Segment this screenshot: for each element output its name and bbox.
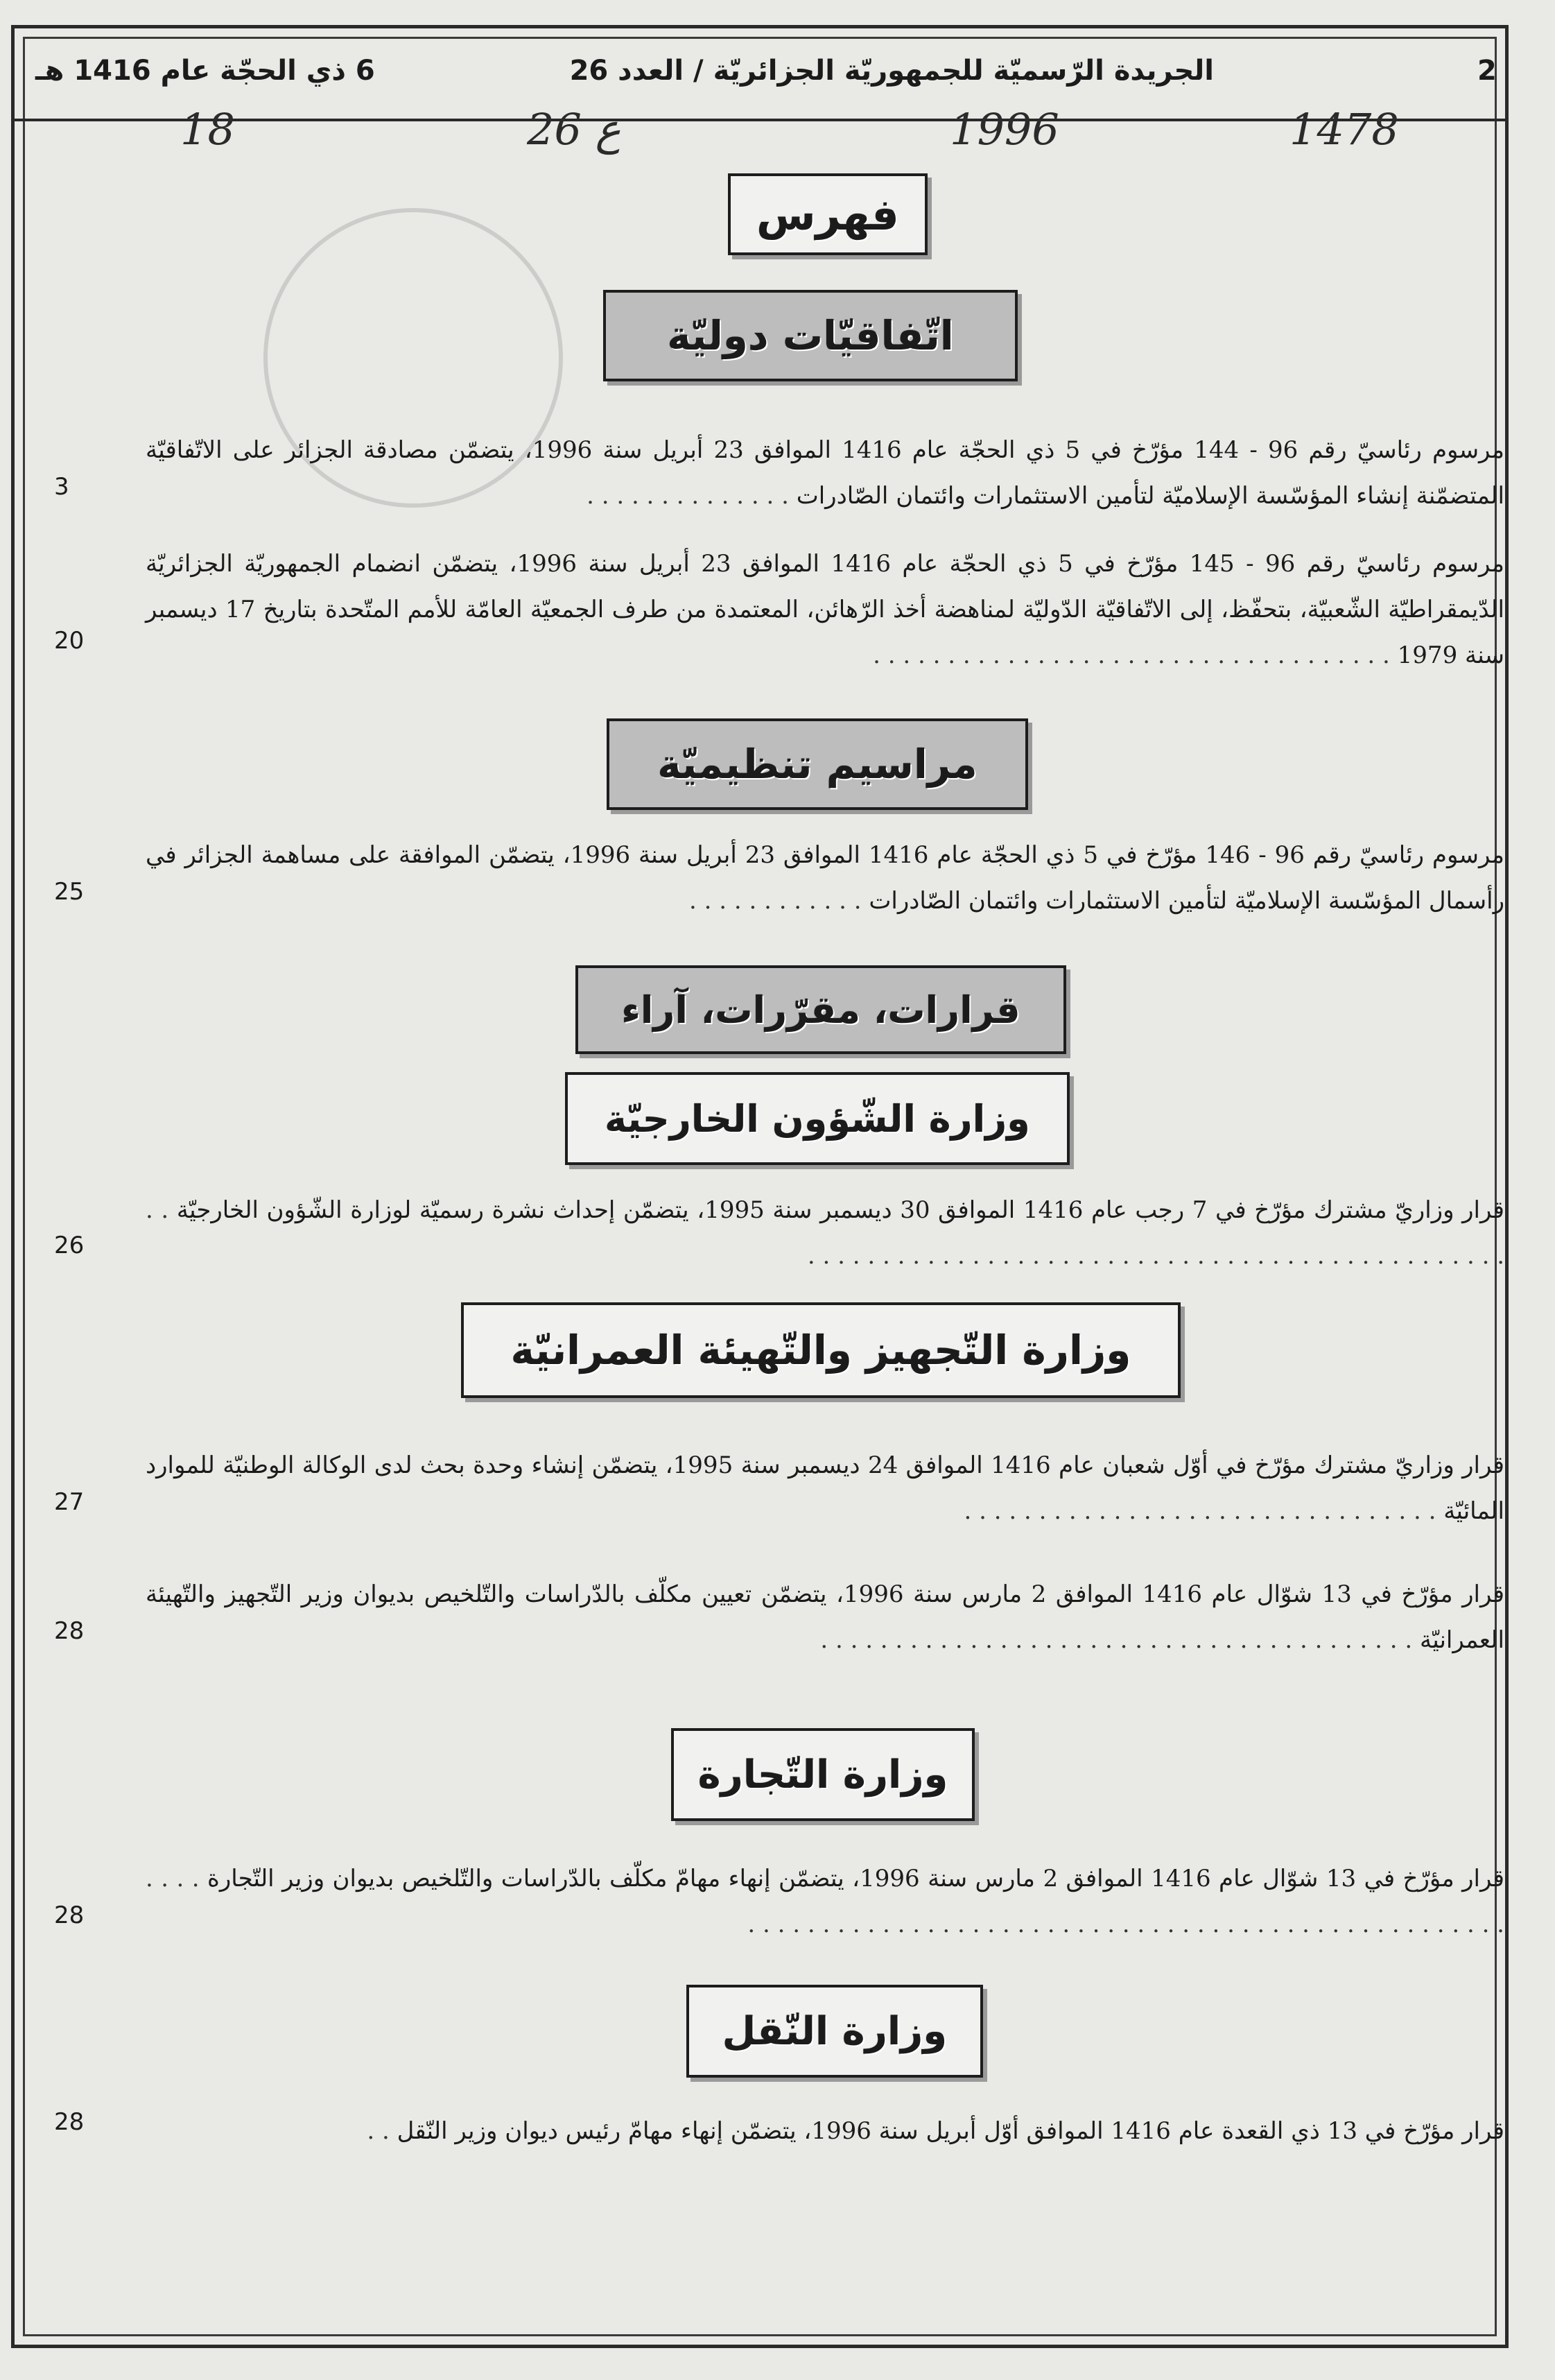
entry-page-number: 26 — [54, 1232, 85, 1259]
leader-dots: . . . . . . . . . . . . . . . . . . . . . . . . . . . . . . . . . . . — [873, 641, 1390, 669]
index-entry: مرسوم رئاسيّ رقم 96 - 146 مؤرّخ في 5 ذي الحجّة عام 1416 الموافق 23 أبريل سنة 1996، يتضمّن الموافقة على مساهمة الجزائر في رأسمال المؤسّسة الإسلاميّة لتأمين الاستثمارات وائتمان الصّادرات . . . . . . . . . . . . — [146, 841, 1504, 915]
header-date: 6 ذي الحجّة عام 1416 هـ — [35, 55, 375, 87]
header-page-number: 2 — [1477, 55, 1497, 87]
handwritten-note-2: 26 ع — [527, 104, 621, 155]
page-header — [15, 28, 1505, 121]
handwritten-note-1: 18 — [180, 104, 235, 155]
handwritten-note-3: 1996 — [950, 104, 1059, 155]
entry-page-number: 3 — [54, 473, 69, 501]
entry-page-number: 20 — [54, 627, 85, 655]
section-heading-commerce: وزارة التّجارة — [671, 1728, 975, 1821]
leader-dots: . . . . . . . . . . . . . . . . . . . . . . . . . . . . . . . . — [964, 1497, 1436, 1525]
index-entry: قرار مؤرّخ في 13 ذي القعدة عام 1416 الموافق أوّل أبريل سنة 1996، يتضمّن إنهاء مهامّ رئيس ديوان وزير النّقل . . — [367, 2117, 1504, 2145]
leader-dots: . . — [367, 2117, 390, 2145]
header-journal-title: الجريدة الرّسميّة للجمهوريّة الجزائريّة / العدد 26 — [569, 55, 1214, 87]
index-entry: قرار وزاريّ مشترك مؤرّخ في 7 رجب عام 1416 الموافق 30 ديسمبر سنة 1995، يتضمّن إحداث نشرة رسميّة لوزارة الشّؤون الخارجيّة . . . . . . . . . . . . . . . . . . . . . . . . . . . . . . . . . . . . . . . . . . . . . . . . . — [146, 1196, 1504, 1270]
index-entry: قرار مؤرّخ في 13 شوّال عام 1416 الموافق 2 مارس سنة 1996، يتضمّن إنهاء مهامّ مكلّف بالدّراسات والتّلخيص بديوان وزير التّجارة . . . . . . . . . . . . . . . . . . . . . . . . . . . . . . . . . . . . . . . . . . . . . . . . . . . . . . . — [146, 1865, 1505, 1938]
index-entry: قرار وزاريّ مشترك مؤرّخ في أوّل شعبان عام 1416 الموافق 24 ديسمبر سنة 1995، يتضمّن إنشاء وحدة بحث لدى الوكالة الوطنيّة للموارد المائيّة . . . . . . . . . . . . . . . . . . . . . . . . . . . . . . . . — [146, 1451, 1505, 1525]
leader-dots: . . . . . . . . . . . . . . . . . . . . . . . . . . . . . . . . . . . . . . . . . . . . . . . . . — [146, 1196, 1504, 1270]
section-heading-decisions: قرارات، مقرّرات، آراء — [575, 965, 1066, 1054]
leader-dots: . . . . . . . . . . . . . . . . . . . . . . . . . . . . . . . . . . . . . . . . — [820, 1626, 1413, 1654]
entry-page-number: 25 — [54, 878, 85, 906]
leader-dots: . . . . . . . . . . . . . . — [587, 482, 789, 510]
leader-dots: . . . . . . . . . . . . . . . . . . . . . . . . . . . . . . . . . . . . . . . . . . . . . . . . . . . . . . . — [146, 1865, 1504, 1938]
entry-page-number: 27 — [54, 1488, 85, 1516]
entry-page-number: 28 — [54, 1902, 85, 1929]
entry-page-number: 28 — [54, 2108, 85, 2136]
section-heading-transport: وزارة النّقل — [686, 1985, 983, 2078]
handwritten-note-4: 1478 — [1289, 104, 1399, 155]
index-entry: مرسوم رئاسيّ رقم 96 - 145 مؤرّخ في 5 ذي الحجّة عام 1416 الموافق 23 أبريل سنة 1996، يتضمّن انضمام الجمهوريّة الجزائريّة الدّيمقراطيّة الشّعبيّة، بتحفّظ، إلى الاتّفاقيّة الدّوليّة لمناهضة أخذ الرّهائن، المعتمدة من طرف الجمعيّة العامّة للأمم المتّحدة بتاريخ 17 ديسمبر سنة 1979 . . . . . . . . . . . . . . . . . . . . . . . . . . . . . . . . . . . — [146, 550, 1505, 669]
index-entry: مرسوم رئاسيّ رقم 96 - 144 مؤرّخ في 5 ذي الحجّة عام 1416 الموافق 23 أبريل سنة 1996، يتضمّن مصادقة الجزائر على الاتّفاقيّة المتضمّنة إنشاء المؤسّسة الإسلاميّة لتأمين الاستثمارات وائتمان الصّادرات . . . . . . . . . . . . . . — [146, 436, 1505, 510]
entry-page-number: 28 — [54, 1617, 85, 1645]
index-title-box — [728, 173, 928, 255]
section-heading-regulatory-decrees: مراسيم تنظيميّة — [607, 718, 1028, 810]
section-heading-international-agreements: اتّفاقيّات دوليّة — [603, 290, 1018, 381]
index-entry: قرار مؤرّخ في 13 شوّال عام 1416 الموافق 2 مارس سنة 1996، يتضمّن تعيين مكلّف بالدّراسات والتّلخيص بديوان وزير التّجهيز والتّهيئة العمرانيّة . . . . . . . . . . . . . . . . . . . . . . . . . . . . . . . . . . . . . . . . — [146, 1580, 1504, 1654]
leader-dots: . . . . . . . . . . . . — [689, 887, 862, 915]
section-heading-foreign-affairs: وزارة الشّؤون الخارجيّة — [565, 1072, 1070, 1165]
index-title: فهرس — [756, 189, 899, 240]
section-heading-equipment-planning: وزارة التّجهيز والتّهيئة العمرانيّة — [461, 1302, 1181, 1398]
